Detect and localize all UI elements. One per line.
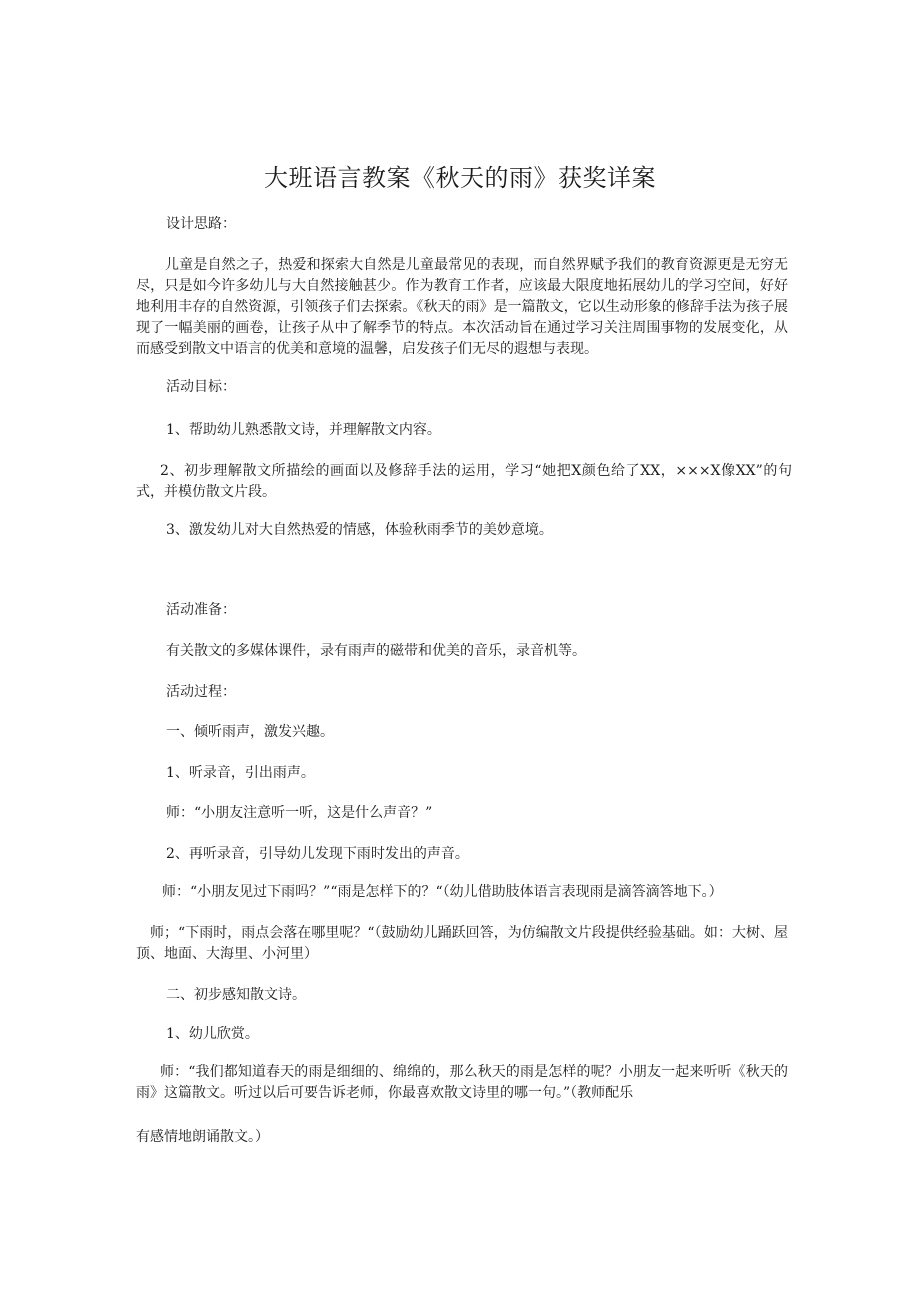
- design-body: 儿童是自然之子，热爱和探索大自然是儿童最常见的表现，而自然界赋予我们的教育资源更是无穷无尽，只是如今许多幼儿与大自然接触甚少。作为教育工作者，应该最大限度地拓展幼儿的学习空间，好好地利用丰存的自然资源，引领孩子们去探索。《秋天的雨》是一篇散文，它以生动形象的修辞手法为孩子展现了一幅美丽的画卷，让孩子从中了解季节的特点。本次活动旨在通过学习关注周围事物的发展变化，从而感受到散文中语言的优美和意境的温馨，启发孩子们无尽的遐想与表现。: [136, 257, 788, 357]
- step-1-1-teacher: 师：“小朋友注意听一听，这是什么声音？”: [166, 805, 433, 821]
- step-1-2-teacher: 师：“小朋友见过下雨吗？”“雨是怎样下的？“（幼儿借助肢体语言表现雨是滴答滴答地下。）: [162, 884, 723, 900]
- prep-body: 有关散文的多媒体课件，录有雨声的磁带和优美的音乐，录音机等。: [166, 643, 586, 659]
- document-title: 大班语言教案《秋天的雨》获奖详案: [264, 164, 656, 192]
- goal-item-2: 2、初步理解散文所描绘的画面以及修辞手法的运用，学习“她把X颜色给了XX，×××X像XX”的句式，并模仿散文片段。: [136, 463, 792, 500]
- step-2-1: 1、幼儿欣赏。: [166, 1026, 259, 1042]
- process-heading: 活动过程：: [166, 684, 236, 700]
- goal-item-3: 3、激发幼儿对大自然热爱的情感，体验秋雨季节的美妙意境。: [166, 522, 553, 538]
- step-2-heading: 二、初步感知散文诗。: [166, 987, 306, 1003]
- step-2-1-teacher: 师：“我们都知道春天的雨是细细的、绵绵的，那么秋天的雨是怎样的呢？小朋友一起来听听《秋天的雨》这篇散文。听过以后可要告诉老师，你最喜欢散文诗里的哪一句。”（教师配乐: [136, 1064, 788, 1101]
- prep-heading: 活动准备：: [166, 602, 236, 618]
- goal-heading: 活动目标：: [166, 379, 236, 395]
- step-1-3-teacher: 师；“下雨时，雨点会落在哪里呢？“（鼓励幼儿踊跃回答，为仿编散文片段提供经验基础。如：大树、屋顶、地面、大海里、小河里）: [136, 925, 788, 962]
- step-2-1-teacher-cont: 有感情地朗诵散文。）: [136, 1129, 269, 1145]
- design-heading: 设计思路：: [166, 216, 236, 232]
- step-1-2: 2、再听录音，引导幼儿发现下雨时发出的声音。: [166, 846, 469, 862]
- step-1-heading: 一、倾听雨声，激发兴趣。: [166, 724, 334, 740]
- step-1-1: 1、听录音，引出雨声。: [166, 765, 315, 781]
- goal-item-1: 1、帮助幼儿熟悉散文诗，并理解散文内容。: [166, 422, 441, 438]
